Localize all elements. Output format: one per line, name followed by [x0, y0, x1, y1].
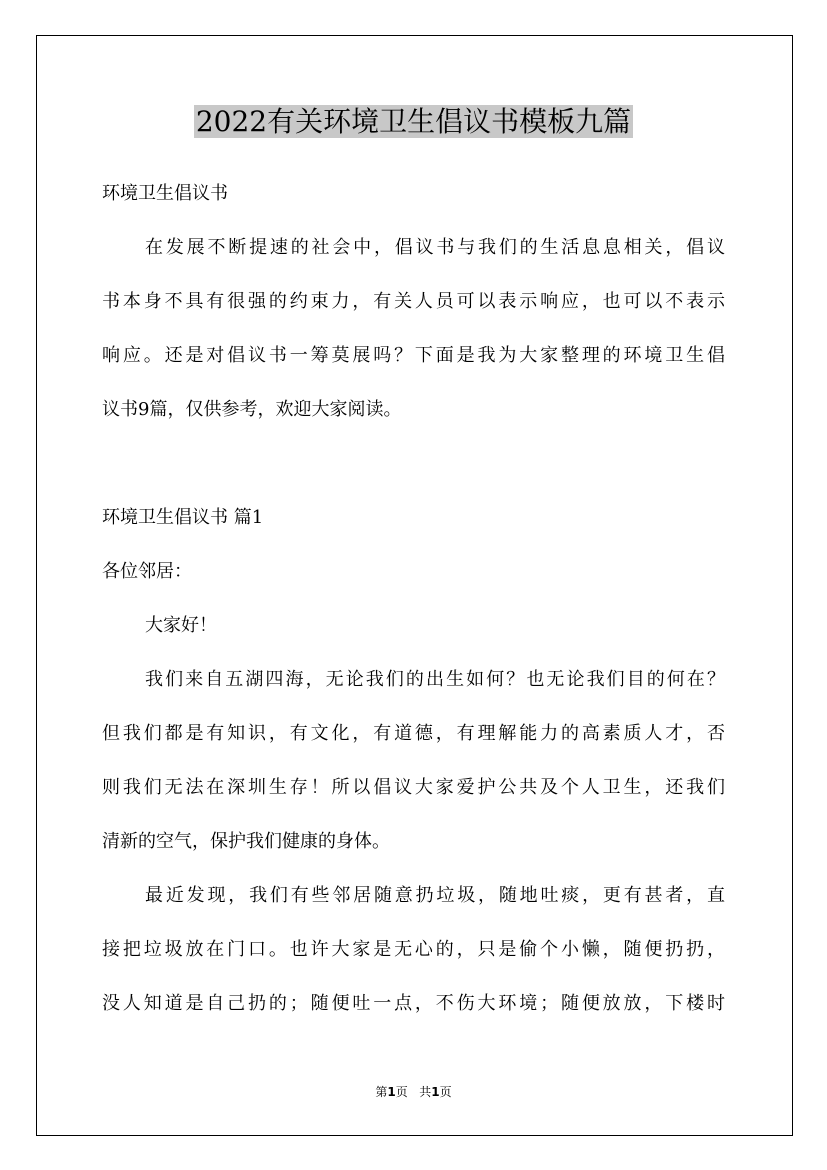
greeting: 大家好！ [145, 615, 217, 636]
intro-line-4: 议书9篇，仅供参考，欢迎大家阅读。 [102, 399, 402, 420]
page-prefix: 第 [375, 1085, 388, 1099]
paragraph-1-line-4: 清新的空气，保护我们健康的身体。 [102, 831, 390, 852]
document-heading: 环境卫生倡议书 [102, 183, 228, 204]
paragraph-1-line-2: 但我们都是有知识，有文化，有道德，有理解能力的高素质人才，否 [102, 723, 725, 744]
page-number: 1 [387, 1085, 396, 1099]
paragraph-2-line-2: 接把垃圾放在门口。也许大家是无心的，只是偷个小懒，随便扔扔， [102, 939, 725, 960]
page-footer [0, 1083, 827, 1101]
paragraph-1-line-1: 我们来自五湖四海，无论我们的出生如何？也无论我们目的何在？ [145, 669, 725, 690]
paragraph-2-line-3: 没人知道是自己扔的；随便吐一点，不伤大环境；随便放放，下楼时 [102, 993, 725, 1014]
salutation: 各位邻居： [102, 561, 192, 582]
section-title: 环境卫生倡议书 篇1 [102, 507, 264, 528]
total-pages: 1 [431, 1085, 440, 1099]
intro-line-3: 响应。还是对倡议书一筹莫展吗？下面是我为大家整理的环境卫生倡 [102, 345, 725, 366]
total-suffix: 页 [439, 1085, 452, 1099]
document-title-text: 2022有关环境卫生倡议书模板九篇 [195, 105, 632, 138]
document-title [0, 100, 827, 144]
total-prefix: 共 [419, 1085, 432, 1099]
paragraph-1-line-3: 则我们无法在深圳生存！所以倡议大家爱护公共及个人卫生，还我们 [102, 777, 725, 798]
intro-line-1: 在发展不断提速的社会中，倡议书与我们的生活息息相关，倡议 [145, 237, 725, 258]
intro-line-2: 书本身不具有很强的约束力，有关人员可以表示响应，也可以不表示 [102, 291, 725, 312]
paragraph-2-line-1: 最近发现，我们有些邻居随意扔垃圾，随地吐痰，更有甚者，直 [145, 885, 725, 906]
page-suffix: 页 [395, 1085, 408, 1099]
